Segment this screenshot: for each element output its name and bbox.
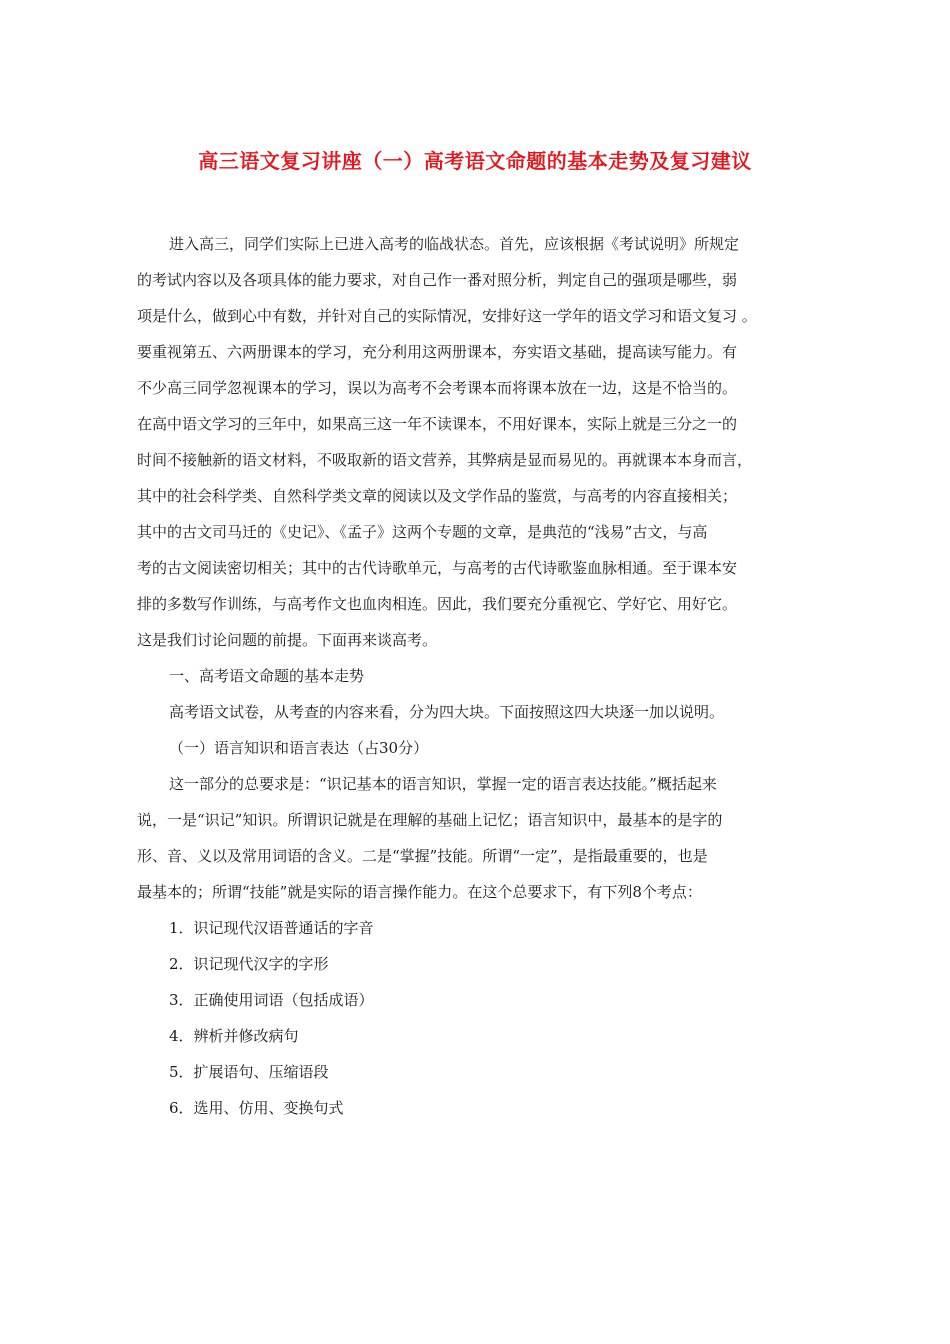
text-line: 3．正确使用词语（包括成语）	[169, 991, 374, 1009]
text-line: 的考试内容以及各项具体的能力要求，对自己作一番对照分析，判定自己的强项是哪些，弱	[137, 271, 738, 289]
text-line: 5．扩展语句、压缩语段	[169, 1063, 329, 1081]
document-body	[137, 226, 817, 1126]
text-line: 要重视第五、六两册课本的学习，充分利用这两册课本，夯实语文基础，提高读写能力。有	[137, 343, 738, 361]
text-line: 说，一是“识记”知识。所谓识记就是在理解的基础上记忆；语言知识中，最基本的是字的	[137, 811, 723, 829]
document-title: 高三语文复习讲座（一）高考语文命题的基本走势及复习建议	[198, 149, 752, 173]
text-line: （一）语言知识和语言表达（占30分）	[169, 739, 429, 757]
text-line: 6．选用、仿用、变换句式	[169, 1099, 344, 1117]
text-line: 2．识记现代汉字的字形	[169, 955, 329, 973]
text-line: 高考语文试卷，从考查的内容来看，分为四大块。下面按照这四大块逐一加以说明。	[169, 703, 725, 721]
text-line: 其中的古文司马迁的《史记》、《孟子》这两个专题的文章，是典范的“浅易”古文，与高	[137, 523, 708, 541]
text-line: 一、高考语文命题的基本走势	[169, 667, 365, 685]
text-line: 其中的社会科学类、自然科学类文章的阅读以及文学作品的鉴赏，与高考的内容直接相关；	[137, 487, 738, 505]
text-line: 考的古文阅读密切相关；其中的古代诗歌单元，与高考的古代诗歌鉴血脉相通。至于课本安	[137, 559, 738, 577]
text-line: 排的多数写作训练，与高考作文也血肉相连。因此，我们要充分重视它、学好它、用好它。	[137, 595, 738, 613]
text-line: 项是什么，做到心中有数，并针对自己的实际情况，安排好这一学年的语文学习和语文复习 。	[137, 307, 757, 325]
text-line: 最基本的；所谓“技能”就是实际的语言操作能力。在这个总要求下，有下列8个考点：	[137, 883, 702, 901]
text-line: 形、音、义以及常用词语的含义。二是“掌握”技能。所谓“一定”，是指最重要的，也是	[137, 847, 708, 865]
text-line: 这是我们讨论问题的前提。下面再来谈高考。	[137, 631, 438, 649]
text-line: 4．辨析并修改病句	[169, 1027, 299, 1045]
text-line: 1．识记现代汉语普通话的字音	[169, 919, 374, 937]
text-line: 进入高三，同学们实际上已进入高考的临战状态。首先，应该根据《考试说明》所规定	[169, 235, 740, 253]
text-line: 在高中语文学习的三年中，如果高三这一年不读课本，不用好课本，实际上就是三分之一的	[137, 415, 738, 433]
text-line: 不少高三同学忽视课本的学习，误以为高考不会考课本而将课本放在一边，这是不恰当的。	[137, 379, 738, 397]
text-line: 这一部分的总要求是：“识记基本的语言知识，掌握一定的语言表达技能。”概括起来	[169, 775, 717, 793]
text-line: 时间不接触新的语文材料，不吸取新的语文营养，其弊病是显而易见的。再就课本本身而言，	[137, 451, 753, 469]
